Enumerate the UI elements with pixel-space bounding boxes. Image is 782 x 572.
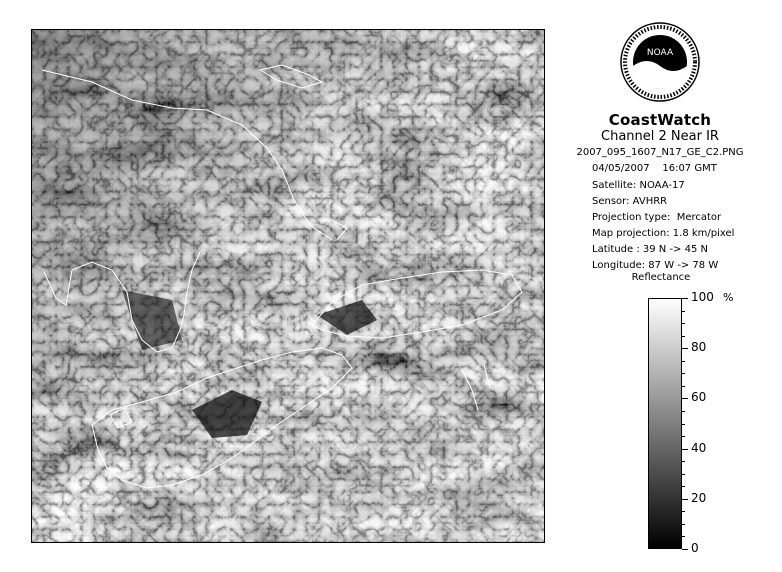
longitude-range-label: Longitude: 87 W -> 78 W <box>592 260 719 271</box>
legend-unit: % <box>723 291 734 304</box>
colorbar-minor-tick <box>682 361 685 362</box>
colorbar-minor-tick <box>682 411 685 412</box>
colorbar-tick <box>682 499 688 500</box>
map-projection-label: Map projection: 1.8 km/pixel <box>592 228 735 239</box>
colorbar-tick <box>682 398 688 399</box>
colorbar-minor-tick <box>682 424 685 425</box>
noaa-logo-text: NOAA <box>646 48 674 58</box>
file-name: 2007_095_1607_N17_GE_C2.PNG <box>576 147 744 158</box>
colorbar-minor-tick <box>682 336 685 337</box>
colorbar-tick-label: 0 <box>691 541 699 555</box>
channel-label: Channel 2 Near IR <box>601 129 719 144</box>
colorbar-minor-tick <box>682 486 685 487</box>
colorbar-tick-label: 100 <box>691 290 714 304</box>
colorbar-minor-tick <box>682 386 685 387</box>
satellite-label: Satellite: NOAA-17 <box>592 180 685 191</box>
sensor-label: Sensor: AVHRR <box>592 196 668 207</box>
colorbar-minor-tick <box>682 461 685 462</box>
colorbar-minor-tick <box>682 373 685 374</box>
colorbar-minor-tick <box>682 536 685 537</box>
satellite-scene <box>32 30 544 542</box>
latitude-range-label: Latitude : 39 N -> 45 N <box>592 244 708 255</box>
acquisition-datetime: 04/05/2007 16:07 GMT <box>592 163 717 174</box>
colorbar-minor-tick <box>682 511 685 512</box>
colorbar-tick <box>682 348 688 349</box>
colorbar-minor-tick <box>682 311 685 312</box>
colorbar-tick-label: 60 <box>691 390 707 404</box>
colorbar-minor-tick <box>682 524 685 525</box>
satellite-image[interactable] <box>31 29 545 543</box>
colorbar-tick-label: 80 <box>691 340 707 354</box>
colorbar-tick <box>682 549 688 550</box>
colorbar-minor-tick <box>682 323 685 324</box>
colorbar-tick <box>682 298 688 299</box>
noaa-logo <box>620 22 700 102</box>
legend-title: Reflectance <box>631 272 691 283</box>
reflectance-colorbar <box>648 298 682 549</box>
brand-title: CoastWatch <box>608 111 712 129</box>
colorbar-tick <box>682 449 688 450</box>
colorbar-minor-tick <box>682 436 685 437</box>
colorbar-minor-tick <box>682 474 685 475</box>
colorbar-tick-label: 20 <box>691 491 707 505</box>
colorbar-tick-label: 40 <box>691 441 707 455</box>
projection-type-label: Projection type: Mercator <box>592 212 722 223</box>
